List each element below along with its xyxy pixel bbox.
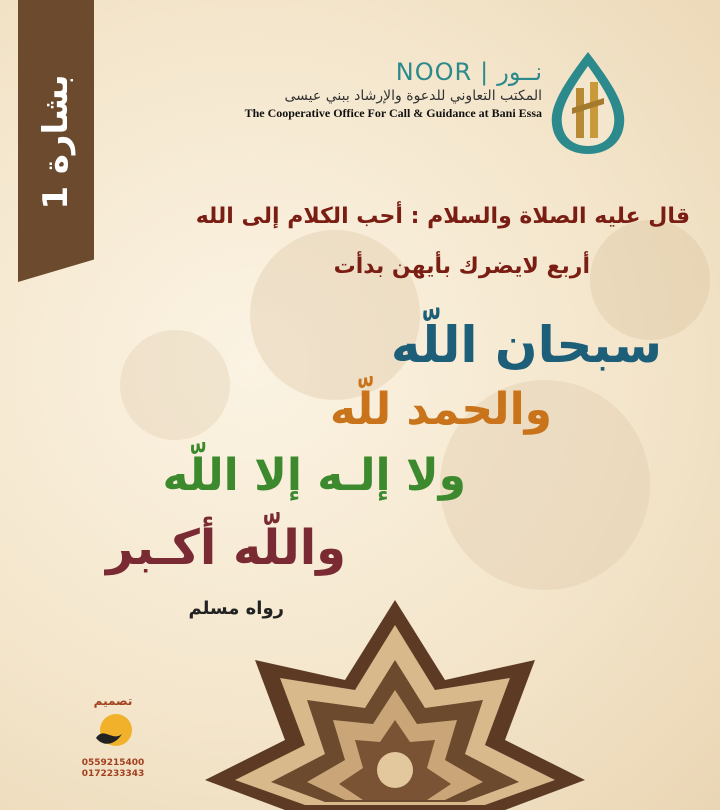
star-ornament-icon xyxy=(205,590,585,810)
hadith-line-1: قال عليه الصلاة والسلام : أحب الكلام إلى الله xyxy=(195,204,690,229)
designer-phone-2: 0172233343 xyxy=(81,769,145,779)
dhikr-la-ilaha-illallah: ولا إلـه إلا اللّه xyxy=(162,450,466,501)
office-name-en: The Cooperative Office For Call & Guidance at Bani Essa xyxy=(244,106,542,120)
dhikr-subhanallah: سبحان اللّه xyxy=(390,316,662,374)
ribbon-label: بشارة 1 xyxy=(36,74,76,210)
designer-logo-icon xyxy=(90,708,136,754)
dhikr-allahu-akbar: واللّه أكـبر xyxy=(106,520,346,576)
header-block xyxy=(222,58,542,121)
hadith-line-2: أربع لايضرك بأيهن بدأت xyxy=(333,254,590,279)
brand-separator: | xyxy=(480,58,490,86)
designer-label: تصميم xyxy=(93,694,133,708)
brand-name-en: NOOR xyxy=(395,58,473,86)
noor-logo-icon xyxy=(546,48,630,158)
designer-phone-1: 0559215400 xyxy=(81,758,145,768)
background-blob xyxy=(120,330,230,440)
brand-name-ar: نــور xyxy=(497,58,542,86)
brand-line xyxy=(222,58,542,86)
designer-credit xyxy=(78,694,148,780)
office-name-ar: المكتب التعاوني للدعوة والإرشاد ببني عيسى xyxy=(284,88,542,104)
dhikr-alhamdulillah: والحمد للّه xyxy=(329,384,552,435)
narrator-source: رواه مسلم xyxy=(188,598,284,619)
